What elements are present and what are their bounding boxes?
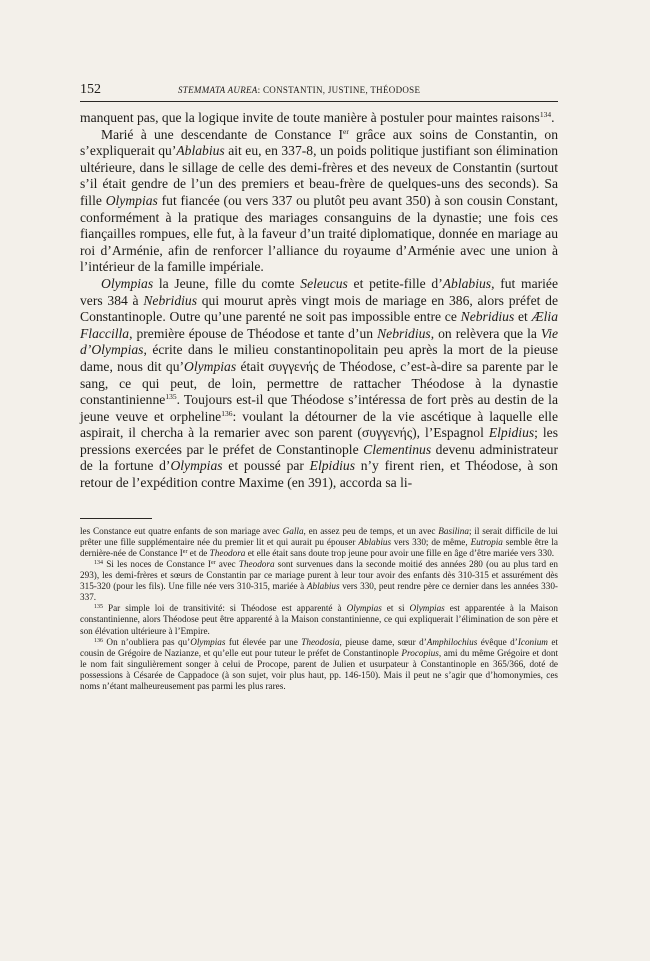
italic-text: Galla [282, 525, 304, 536]
italic-text: Iconium [517, 636, 548, 647]
italic-text: Olympias [101, 275, 154, 291]
text-run: Si les noces de Constance I [103, 558, 211, 569]
text-run: . [551, 110, 555, 125]
text-run: qui mourut après vingt mois de mariage en 386, alors préfet de Constantinople. Outre qu’une parenté ne soit pas impossible entre ce [80, 292, 558, 325]
text-run: sont survenues dans la seconde moitié des années 280 (ou au plus tard en 293), les demi-frères et sœurs de Constantin par ce mariage purent à leur tour avoir des enfants dès 310-315 et assurément dès 315-320 (pour les fils). Une fille née vers 310-315, mariée à [80, 558, 559, 592]
text-run: et [514, 309, 532, 325]
italic-text: Olympias [105, 192, 158, 208]
note-reference: 134 [94, 559, 103, 566]
main-text [80, 110, 558, 492]
footnote-continuation [80, 526, 558, 559]
footnote-136 [80, 637, 558, 692]
footnote-separator [80, 518, 152, 519]
italic-text: Procopius [401, 647, 439, 658]
running-title [170, 85, 558, 95]
text-run: : voulant la détourner de la vie ascétique à laquelle elle aspirait, il chercha à la remarier avec son parent (συγγενής), l’Espagnol [80, 408, 558, 441]
italic-text: Olympias [170, 458, 223, 474]
page-number: 152 [80, 82, 101, 97]
italic-text: Ablabius [306, 581, 340, 592]
paragraph [80, 276, 558, 492]
italic-text: Nebridius [460, 309, 515, 325]
italic-text: Ablabius [442, 275, 492, 291]
text-run: vers 330; de même, [391, 536, 471, 547]
book-page [80, 82, 558, 692]
italic-text: Vie d’Olympias [80, 325, 559, 358]
note-reference: 135 [165, 392, 177, 402]
text-run: ; les pressions exercées par le préfet de Constantinople [80, 425, 558, 457]
italic-text: Amphilochius [426, 636, 478, 647]
italic-text: Elpidius [309, 458, 355, 474]
running-title-rest: : CONSTANTIN, JUSTINE, THÉODOSE [257, 85, 421, 95]
note-reference: 134 [539, 110, 552, 119]
text-run: était συγγενής de Théodose, c’est-à-dire sa parente par le sang, ce qui peut, de loin, permettre de rattacher Théodose à la dynastie constantinienne [80, 358, 558, 408]
italic-text: Theodora [238, 558, 275, 569]
italic-text: Elpidius [488, 425, 535, 441]
text-run: évêque d’ [477, 636, 518, 647]
text-run: Par simple loi de transitivité: si Théodose est apparenté à [103, 603, 347, 614]
text-run: et elle était sans doute trop jeune pour avoir une fille en âge d’être mariée vers 330. [245, 547, 555, 558]
text-run: n’y firent rien, et Théodose, à son retour de l’expédition contre Maxime (en 391), accorda sa li- [80, 458, 558, 491]
note-reference: er [182, 548, 188, 555]
text-run: , écrite dans le milieu constantinopolitain peu après la mort de la pieuse dame, nous dit qu’ [80, 342, 558, 374]
text-run: la Jeune, fille du comte [153, 275, 301, 291]
italic-text: Olympias [346, 603, 382, 614]
text-run: ait eu, en 337-8, un poids politique justifiant son élimination ultérieure, dans le sillage de celle des demi-frères et des neveux de Constantin (surtout s’il était gendre de l’un des premiers et beau-frère de quelques-uns des seconds). Sa fille [80, 143, 558, 208]
italic-text: Basilina [438, 525, 469, 536]
text-run: grâce aux soins de Constantin, on s’expliquerait qu’ [80, 126, 558, 159]
text-run: est apparentée à la Maison constantinienne, alors Théodose peut être apparenté à la Maison constantinienne, ce qui expliquerait l’élimination de son père et son élévation ultérieure à l’Empire. [80, 603, 558, 636]
paragraph [80, 127, 558, 276]
text-run: , ami du même Grégoire et dont le nom fait singulièrement songer à celui de Procope, parent de Julien et usurpateur à Constantinople en 365/366, doté de possessions à Césarée de Cappadoce (à son sujet, voir plus haut, pp. 146-150). Mais il peut ne s’agir que d’homonymies, ces noms n’étant malheureusement pas parmi les plus rares. [80, 647, 559, 691]
note-reference: 135 [94, 604, 103, 611]
italic-text: Nebridius [377, 325, 431, 341]
note-reference: er [342, 126, 349, 136]
text-run: fut élevée par une [225, 636, 302, 647]
text-run: les Constance eut quatre enfants de son mariage avec [80, 525, 283, 536]
footnote-135 [80, 603, 558, 636]
text-run: fut fiancée (ou vers 337 ou plutôt peu avant 350) à son cousin Constant, conformément à la pratique des mariages consanguins de la dynastie; une fois ces fiançailles rompues, elle fut, à la faveur d’un traité diplomatique, donnée en mariage au roi d’Arménie, afin de renforcer l’alliance du royaume d’Arménie avec une union à l’intérieur de la famille impériale. [80, 192, 558, 275]
italic-text: Olympias [190, 636, 226, 647]
text-run: semble être la dernière-née de Constance I [80, 536, 558, 558]
note-reference: 136 [221, 408, 233, 418]
text-run: Marié à une descendante de Constance I [101, 126, 343, 142]
text-run: et petite-fille d’ [347, 275, 443, 291]
text-run: manquent pas, que la logique invite de toute manière à postuler pour maintes raisons [80, 110, 540, 125]
text-run: , première épouse de Théodose et tante d’un [129, 325, 378, 341]
italic-text: Olympias [409, 603, 445, 614]
text-run: avec [215, 558, 239, 569]
italic-text: Clementinus [363, 441, 432, 457]
text-run: , pieuse dame, sœur d’ [339, 636, 427, 647]
italic-text: Ablabius [176, 143, 225, 159]
italic-text: Ablabius [358, 536, 392, 547]
text-run: devenu administrateur de la fortune d’ [80, 441, 558, 474]
italic-text: Nebridius [143, 292, 197, 308]
text-run: vers 330, peut rendre père ce dernier dans les années 330-337. [80, 581, 558, 603]
footnotes [80, 526, 558, 692]
text-run: , fut mariée vers 384 à [80, 275, 559, 308]
italic-text: Olympias [184, 358, 237, 374]
paragraph [80, 110, 558, 127]
text-run: et poussé par [222, 458, 310, 474]
note-reference: 136 [94, 637, 103, 644]
italic-text: Theodosia [301, 636, 340, 647]
running-title-italic: STEMMATA AUREA [178, 85, 258, 95]
text-run: ; il serait difficile de lui prêter une fille supplémentaire née du premier lit et qui aurait pu épouser [80, 525, 558, 547]
text-run: On n’oubliera pas qu’ [103, 636, 191, 647]
footnote-134 [80, 559, 558, 603]
running-header [80, 82, 558, 102]
text-run: , en assez peu de temps, et un avec [303, 525, 439, 536]
italic-text: Eutropia [470, 536, 503, 547]
text-run: et si [381, 603, 410, 614]
text-run: . Toujours est-il que Théodose s’intéressa de fort près au destin de la jeune veuve et orpheline [80, 392, 558, 424]
italic-text: Theodora [209, 547, 246, 558]
note-reference: er [210, 559, 216, 566]
text-run: et cousin de Grégoire de Nazianze, et qu’elle eut pour tuteur le préfet de Constantinople [80, 636, 558, 658]
italic-text: Seleucus [300, 275, 348, 291]
text-run: et de [187, 547, 210, 558]
text-run: , on relèvera que la [430, 325, 541, 341]
italic-text: Ælia Flaccilla [80, 309, 558, 341]
